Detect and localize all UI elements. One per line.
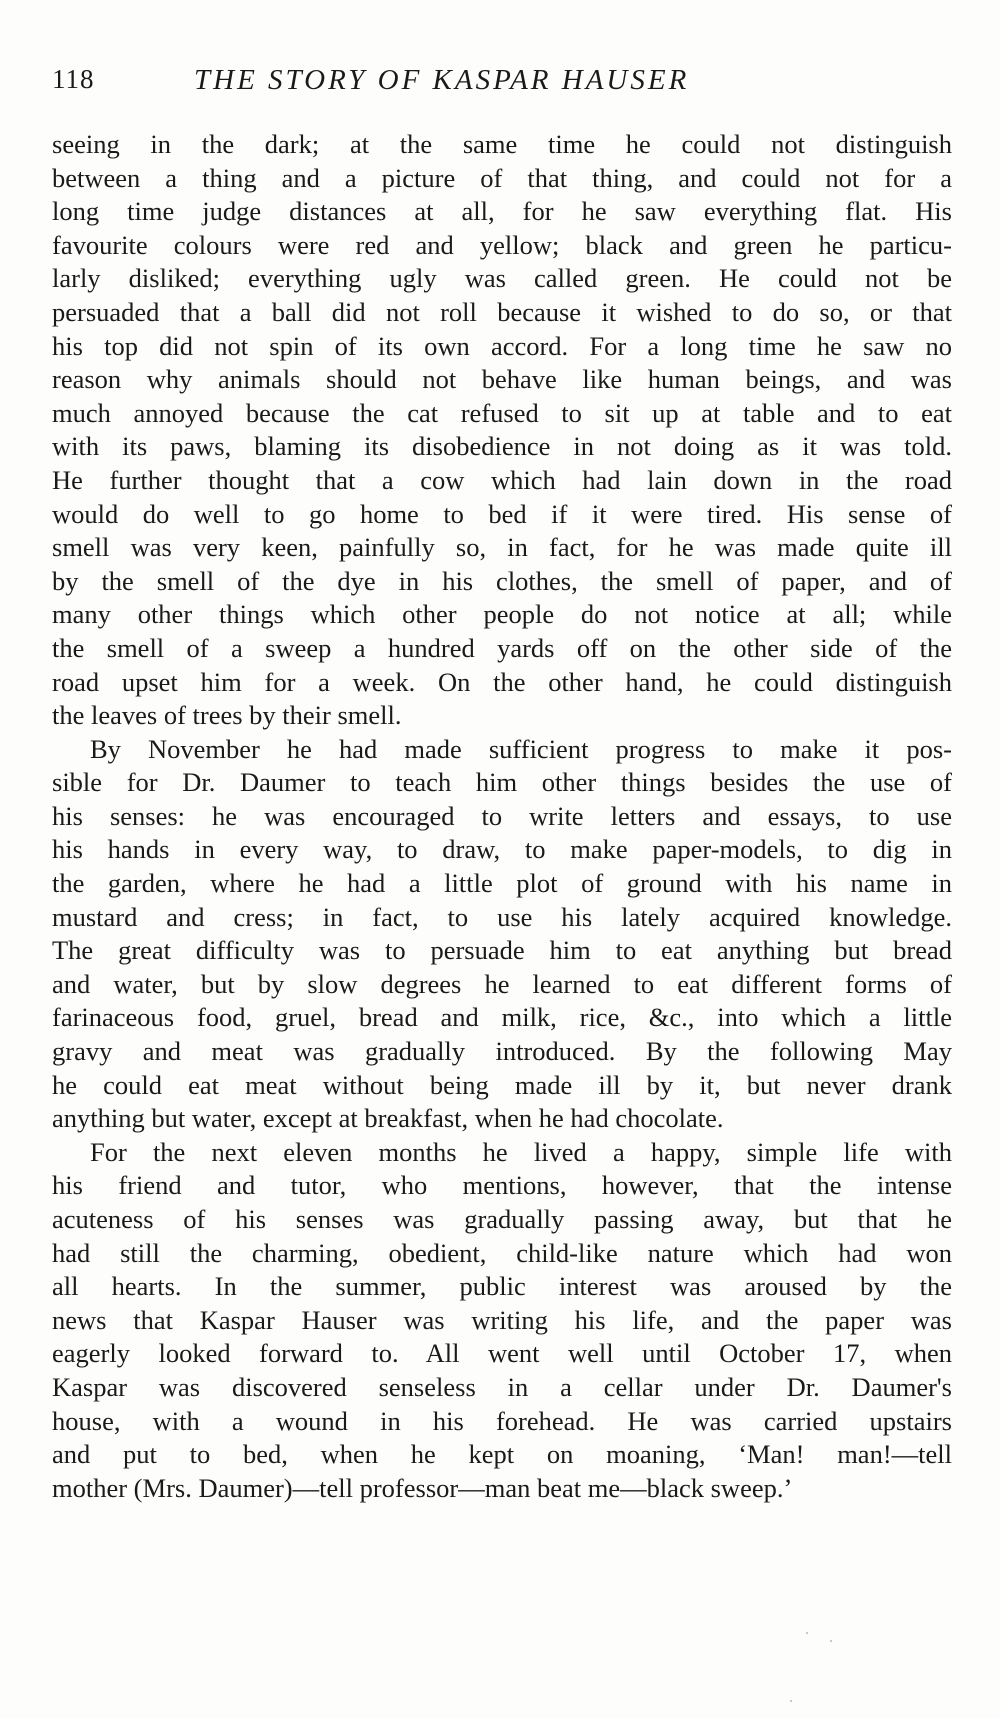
text-line: sible for Dr. Daumer to teach him other things besides the use of: [52, 767, 952, 798]
body-text: [52, 128, 952, 1505]
text-line: By November he had made sufficient progress to make it pos-: [90, 733, 952, 764]
text-line: mustard and cress; in fact, to use his lately acquired knowledge.: [52, 901, 952, 932]
text-line: the garden, where he had a little plot of ground with his name in: [52, 868, 952, 899]
text-line: news that Kaspar Hauser was writing his life, and the paper was: [52, 1304, 952, 1335]
text-line: he could eat meat without being made ill by it, but never drank: [52, 1069, 952, 1100]
text-line: the smell of a sweep a hundred yards off on the other side of the: [52, 632, 952, 663]
text-line: long time judge distances at all, for he saw everything flat. His: [52, 196, 952, 227]
text-line: anything but water, except at breakfast, when he had chocolate.: [52, 1103, 724, 1134]
text-line: mother (Mrs. Daumer)—tell professor—man beat me—black sweep.’: [52, 1472, 793, 1503]
paper-speck: [806, 1632, 808, 1634]
text-line: with its paws, blaming its disobedience in not doing as it was told.: [52, 431, 952, 462]
text-line: road upset him for a week. On the other hand, he could distinguish: [52, 666, 952, 697]
text-line: reason why animals should not behave like human beings, and was: [52, 364, 952, 395]
text-line: had still the charming, obedient, child-like nature which had won: [52, 1237, 952, 1268]
text-line: farinaceous food, gruel, bread and milk, rice, &c., into which a little: [52, 1002, 952, 1033]
text-line: persuaded that a ball did not roll because it wished to do so, or that: [52, 296, 952, 327]
running-title: THE STORY OF KASPAR HAUSER: [194, 64, 690, 96]
text-line: his senses: he was encouraged to write letters and essays, to use: [52, 800, 952, 831]
page-header: [52, 64, 952, 106]
text-line: and put to bed, when he kept on moaning, ‘Man! man!—tell: [52, 1439, 952, 1470]
text-line: He further thought that a cow which had lain down in the road: [52, 464, 952, 495]
text-line: by the smell of the dye in his clothes, the smell of paper, and of: [52, 565, 952, 596]
text-line: smell was very keen, painfully so, in fact, for he was made quite ill: [52, 532, 952, 563]
text-line: eagerly looked forward to. All went well until October 17, when: [52, 1338, 952, 1369]
text-line: Kaspar was discovered senseless in a cellar under Dr. Daumer's: [52, 1371, 952, 1402]
text-line: his friend and tutor, who mentions, however, that the intense: [52, 1170, 952, 1201]
text-line: the leaves of trees by their smell.: [52, 700, 402, 731]
paragraph-3: [52, 1136, 952, 1506]
text-line: and water, but by slow degrees he learned to eat different forms of: [52, 968, 952, 999]
text-line: many other things which other people do not notice at all; while: [52, 599, 952, 630]
paper-speck: [790, 1700, 792, 1702]
text-line: between a thing and a picture of that thing, and could not for a: [52, 162, 952, 193]
text-line: would do well to go home to bed if it were tired. His sense of: [52, 498, 952, 529]
text-line: all hearts. In the summer, public interest was aroused by the: [52, 1271, 952, 1302]
paper-speck: [830, 1640, 832, 1642]
page-number: 118: [52, 64, 95, 94]
text-line: acuteness of his senses was gradually passing away, but that he: [52, 1204, 952, 1234]
paragraph-2: [52, 733, 952, 1136]
text-line: his top did not spin of its own accord. For a long time he saw no: [52, 330, 952, 361]
text-line: favourite colours were red and yellow; black and green he particu-: [52, 229, 952, 260]
text-line: gravy and meat was gradually introduced. By the following May: [52, 1036, 952, 1067]
text-line: his hands in every way, to draw, to make paper-models, to dig in: [52, 834, 952, 865]
text-line: For the next eleven months he lived a happy, simple life with: [90, 1136, 952, 1167]
text-line: larly disliked; everything ugly was called green. He could not be: [52, 263, 952, 294]
text-line: much annoyed because the cat refused to sit up at table and to eat: [52, 397, 952, 428]
paragraph-1: [52, 128, 952, 733]
text-line: house, with a wound in his forehead. He was carried upstairs: [52, 1405, 952, 1436]
text-line: seeing in the dark; at the same time he could not distinguish: [52, 129, 952, 159]
text-line: The great difficulty was to persuade him to eat anything but bread: [52, 935, 952, 966]
